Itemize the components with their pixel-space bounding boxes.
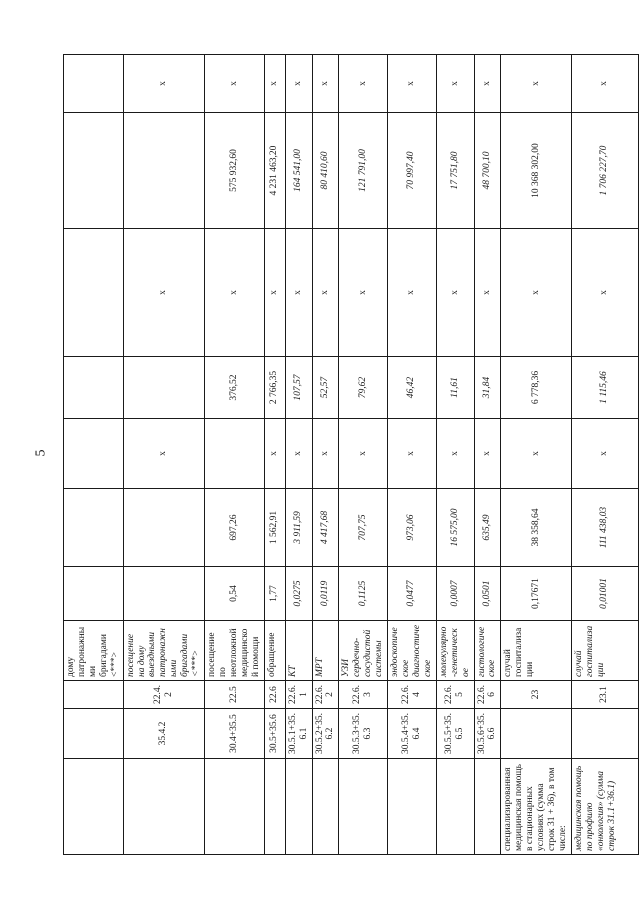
cell-col-3: КТ [285, 621, 312, 681]
cell-col-2: 22.6 [264, 681, 285, 709]
cell-col-2: 23.1 [571, 681, 638, 709]
cell-col-3: посещение на дому выездными патронажными бригадами <***> [123, 621, 204, 681]
cell-col-8 [64, 229, 124, 357]
cell-col-9: 121 791,00 [339, 113, 388, 229]
cell-col-7: 52,57 [312, 357, 339, 419]
cell-col-1: 35.4.2 [123, 709, 204, 759]
cell-col-2: 22.6.1 [285, 681, 312, 709]
cell-col-1: 30.5.3+35.6.3 [339, 709, 388, 759]
cell-col-6: х [436, 419, 474, 489]
cell-col-1: 30.5.5+35.6.5 [436, 709, 474, 759]
table-row [264, 55, 285, 855]
cell-col-8: х [312, 229, 339, 357]
cell-col-7 [64, 357, 124, 419]
table-row [501, 55, 572, 855]
table-row [205, 55, 265, 855]
cell-col-6: х [264, 419, 285, 489]
cell-col-10: х [388, 55, 437, 113]
cell-col-5: 16 575,00 [436, 489, 474, 567]
cell-col-9 [64, 113, 124, 229]
cell-col-6: х [312, 419, 339, 489]
cell-col-3: УЗИ сердечно-сосудистой системы [339, 621, 388, 681]
table-row [571, 55, 638, 855]
cell-col-7: 46,42 [388, 357, 437, 419]
cell-col-1: 30.5+35.6 [264, 709, 285, 759]
cell-col-5: 635,49 [474, 489, 501, 567]
cell-col-7: 31,84 [474, 357, 501, 419]
cell-col-5: 697,26 [205, 489, 265, 567]
cell-col-0 [64, 759, 124, 855]
cell-col-2: 22.6.5 [436, 681, 474, 709]
cell-col-3: случай госпитализации [571, 621, 638, 681]
cell-col-5: 38 358,64 [501, 489, 572, 567]
cell-col-2: 22.4.2 [123, 681, 204, 709]
cell-col-10: х [436, 55, 474, 113]
cell-col-8: х [571, 229, 638, 357]
cell-col-0 [285, 759, 312, 855]
cell-col-1: 30.5.1+35.6.1 [285, 709, 312, 759]
cell-col-4: 0,0275 [285, 567, 312, 621]
cell-col-6: х [474, 419, 501, 489]
cell-col-1: 30.4+35.5 [205, 709, 265, 759]
cell-col-9: 80 410,60 [312, 113, 339, 229]
cell-col-3: эндоскопическое диагностическое [388, 621, 437, 681]
cell-col-4: 0,0477 [388, 567, 437, 621]
cell-col-2: 22.6.2 [312, 681, 339, 709]
cell-col-6: х [123, 419, 204, 489]
cell-col-0 [474, 759, 501, 855]
cell-col-9: 164 541,00 [285, 113, 312, 229]
cell-col-5: 1 562,91 [264, 489, 285, 567]
cell-col-6: х [388, 419, 437, 489]
cell-col-10: х [123, 55, 204, 113]
cell-col-10: х [501, 55, 572, 113]
cell-col-4: 0,0501 [474, 567, 501, 621]
cell-col-5: 111 438,03 [571, 489, 638, 567]
cell-col-5 [123, 489, 204, 567]
cell-col-3: обращение [264, 621, 285, 681]
cell-col-2: 22.5 [205, 681, 265, 709]
cell-col-10: х [264, 55, 285, 113]
cell-col-9 [123, 113, 204, 229]
table-row [64, 55, 124, 855]
cell-col-4: 0,01001 [571, 567, 638, 621]
cell-col-7: 2 766,35 [264, 357, 285, 419]
cell-col-9: 48 700,10 [474, 113, 501, 229]
cell-col-2: 22.6.6 [474, 681, 501, 709]
cell-col-10: х [474, 55, 501, 113]
cell-col-0 [264, 759, 285, 855]
cell-col-7 [123, 357, 204, 419]
cell-col-8: х [474, 229, 501, 357]
cell-col-2 [64, 681, 124, 709]
cell-col-6 [205, 419, 265, 489]
page-number: 5 [33, 449, 49, 457]
cell-col-5: 3 911,59 [285, 489, 312, 567]
cell-col-8: х [264, 229, 285, 357]
cell-col-10: х [571, 55, 638, 113]
cell-col-7: 11,61 [436, 357, 474, 419]
cell-col-0 [388, 759, 437, 855]
cell-col-10: х [312, 55, 339, 113]
cell-col-1: 30.5.2+35.6.2 [312, 709, 339, 759]
cell-col-5: 973,06 [388, 489, 437, 567]
cell-col-9: 1 706 227,70 [571, 113, 638, 229]
cell-col-8: х [123, 229, 204, 357]
cell-col-8: х [388, 229, 437, 357]
cell-col-6: х [501, 419, 572, 489]
cell-col-3: молекулярно-генетическое [436, 621, 474, 681]
cell-col-4: 0,1125 [339, 567, 388, 621]
cell-col-0: медицинская помощь по профилю «онкология» (сумма строк 31.1+36.1) [571, 759, 638, 855]
table-row [388, 55, 437, 855]
cell-col-7: 6 778,36 [501, 357, 572, 419]
cell-col-7: 1 115,46 [571, 357, 638, 419]
cell-col-1: 30.5.6+35.6.6 [474, 709, 501, 759]
cell-col-9: 4 231 463,20 [264, 113, 285, 229]
cell-col-0 [339, 759, 388, 855]
cell-col-4: 0,0007 [436, 567, 474, 621]
cell-col-7: 376,52 [205, 357, 265, 419]
cell-col-4 [123, 567, 204, 621]
cell-col-8: х [501, 229, 572, 357]
table-row [285, 55, 312, 855]
table-row [474, 55, 501, 855]
cell-col-2: 22.6.4 [388, 681, 437, 709]
cell-col-4: 0,17671 [501, 567, 572, 621]
cell-col-9: 70 997,40 [388, 113, 437, 229]
cell-col-9: 10 368 302,00 [501, 113, 572, 229]
cell-col-0 [205, 759, 265, 855]
cell-col-9: 17 751,80 [436, 113, 474, 229]
table-row [312, 55, 339, 855]
cell-col-1: 30.5.4+35.6.4 [388, 709, 437, 759]
cell-col-1 [64, 709, 124, 759]
cell-col-4: 0,54 [205, 567, 265, 621]
cell-col-3: гистологическое [474, 621, 501, 681]
cell-col-4: 1,77 [264, 567, 285, 621]
cell-col-7: 107,57 [285, 357, 312, 419]
cell-col-0 [312, 759, 339, 855]
table-rotated-container [63, 55, 617, 855]
cell-col-10: х [285, 55, 312, 113]
cell-col-1 [501, 709, 572, 759]
cell-col-10: х [339, 55, 388, 113]
cell-col-0 [123, 759, 204, 855]
cell-col-5 [64, 489, 124, 567]
cell-col-3: случай госпитализации [501, 621, 572, 681]
cell-col-3: дому патронажными бригадами <***> [64, 621, 124, 681]
cell-col-4: 0,0119 [312, 567, 339, 621]
cell-col-8: х [205, 229, 265, 357]
cell-col-6 [64, 419, 124, 489]
cell-col-5: 4 417,68 [312, 489, 339, 567]
cell-col-8: х [285, 229, 312, 357]
cell-col-4 [64, 567, 124, 621]
cell-col-3: МРТ [312, 621, 339, 681]
tariff-table [63, 54, 639, 855]
cell-col-10 [64, 55, 124, 113]
cell-col-2: 22.6.3 [339, 681, 388, 709]
cell-col-2: 23 [501, 681, 572, 709]
table-row [339, 55, 388, 855]
cell-col-3: посещение по неотложной медицинской помощи [205, 621, 265, 681]
cell-col-9: 575 932,60 [205, 113, 265, 229]
cell-col-0: специализированная медицинская помощь в стационарных условиях (сумма строк 31 + 36), в том числе: [501, 759, 572, 855]
cell-col-0 [436, 759, 474, 855]
cell-col-7: 79,62 [339, 357, 388, 419]
cell-col-8: х [339, 229, 388, 357]
table-row [436, 55, 474, 855]
cell-col-5: 707,75 [339, 489, 388, 567]
cell-col-6: х [571, 419, 638, 489]
cell-col-1 [571, 709, 638, 759]
table-row [123, 55, 204, 855]
cell-col-10: х [205, 55, 265, 113]
cell-col-8: х [436, 229, 474, 357]
cell-col-6: х [285, 419, 312, 489]
cell-col-6: х [339, 419, 388, 489]
